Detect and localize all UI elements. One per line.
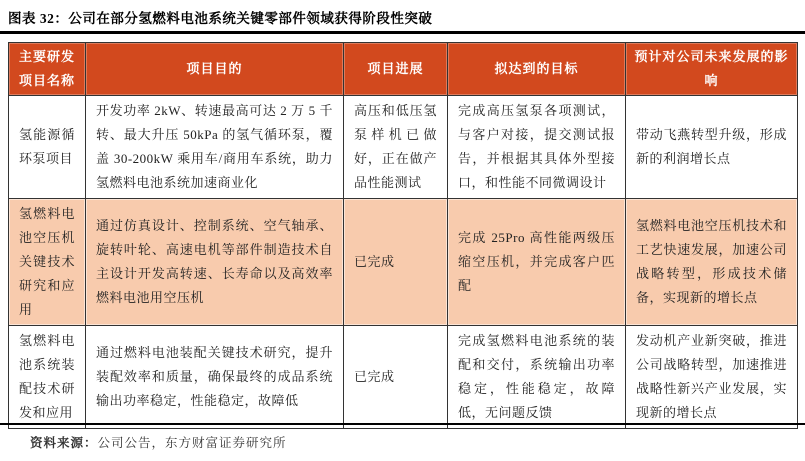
project-progress-cell: 已完成 [344, 199, 448, 326]
source-line [30, 433, 287, 451]
title-divider [0, 31, 805, 34]
project-progress-cell: 已完成 [344, 326, 448, 429]
future-impact-cell: 发动机产业新突破，推进公司战略转型，加速推进战略性新兴产业发展，实现新的增长点 [626, 326, 798, 429]
project-name-cell: 氢能源循环泵项目 [9, 96, 86, 199]
figure-title: 图表 32：公司在部分氢燃料电池系统关键零部件领域获得阶段性突破 [8, 11, 433, 26]
table-row [9, 326, 798, 429]
project-purpose-cell: 通过燃料电池装配关键技术研究，提升装配效率和质量，确保最终的成品系统输出功率稳定，性能稳定，故障低 [86, 326, 344, 429]
header-project-goal: 拟达到的目标 [448, 43, 626, 96]
project-goal-cell: 完成氢燃料电池系统的装配和交付，系统输出功率稳定，性能稳定，故障低，无问题反馈 [448, 326, 626, 429]
project-goal-cell: 完成高压氢泵各项测试，与客户对接，提交测试报告，并根据其具体外型接口，和性能不同微调设计 [448, 96, 626, 199]
header-project-progress: 项目进展 [344, 43, 448, 96]
future-impact-cell: 氢燃料电池空压机技术和工艺快速发展，加速公司战略转型，形成技术储备，实现新的增长点 [626, 199, 798, 326]
project-progress-cell: 高压和低压氢泵样机已做好，正在做产品性能测试 [344, 96, 448, 199]
table-header-row [9, 43, 798, 96]
project-purpose-cell: 开发功率 2kW、转速最高可达 2 万 5 千转、最大升压 50kPa 的氢气循环泵，覆盖 30-200kW 乘用车/商用车系统，助力氢燃料电池系统加速商业化 [86, 96, 344, 199]
project-goal-cell: 完成 25Pro 高性能两级压缩空压机，并完成客户匹配 [448, 199, 626, 326]
figure-table [8, 42, 798, 429]
project-purpose-cell: 通过仿真设计、控制系统、空气轴承、旋转叶轮、高速电机等部件制造技术自主设计开发高转速、长寿命以及高效率燃料电池用空压机 [86, 199, 344, 326]
future-impact-cell: 带动飞燕转型升级，形成新的利润增长点 [626, 96, 798, 199]
table-row-highlighted [9, 199, 798, 326]
header-project-purpose: 项目目的 [86, 43, 344, 96]
source-label: 资料来源： [30, 436, 98, 450]
project-name-cell: 氢燃料电池系统装配技术研发和应用 [9, 326, 86, 429]
bottom-divider [0, 423, 805, 425]
header-project-name: 主要研发项目名称 [9, 43, 86, 96]
source-text: 公司公告，东方财富证券研究所 [97, 436, 287, 450]
header-future-impact: 预计对公司未来发展的影响 [626, 43, 798, 96]
project-name-cell: 氢燃料电池空压机关键技术研究和应用 [9, 199, 86, 326]
table-row [9, 96, 798, 199]
